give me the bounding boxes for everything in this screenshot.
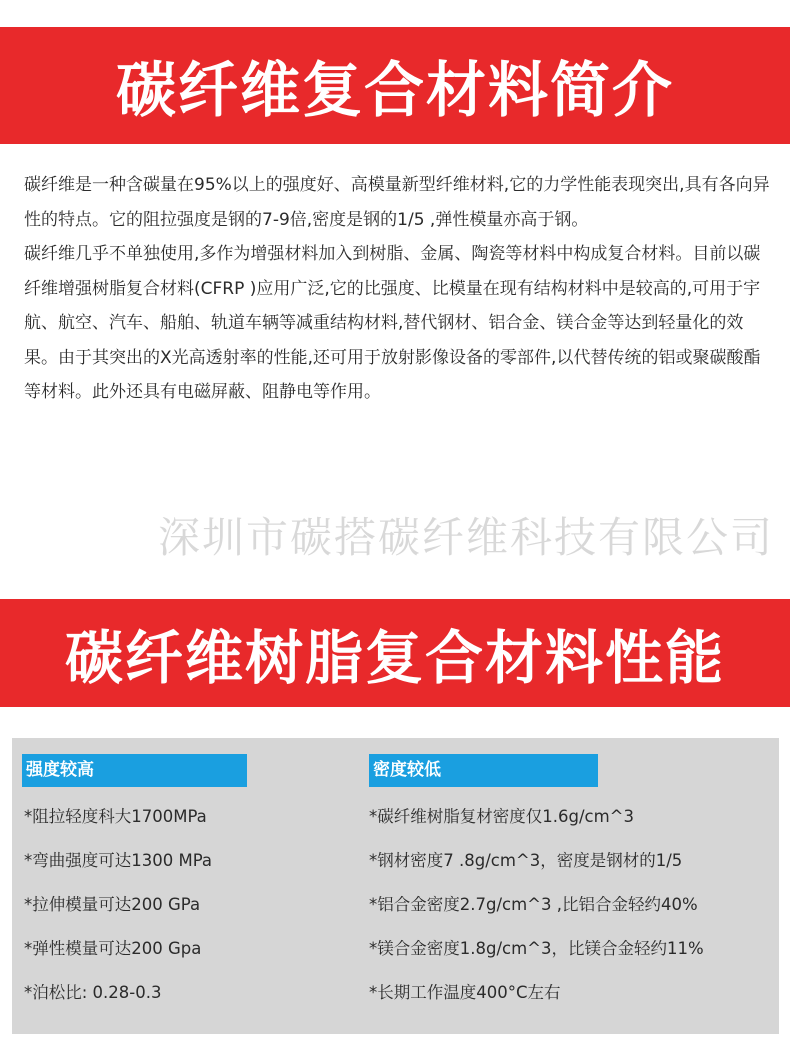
company-watermark: 深圳市碳搭碳纤维科技有限公司 (158, 513, 775, 562)
list-item: *长期工作温度400°C左右 (369, 983, 561, 1002)
list-item: *碳纤维树脂复材密度仅1.6g/cm^3 (369, 807, 634, 826)
list-item: *钢材密度7 .8g/cm^3，密度是钢材的1/5 (369, 851, 683, 870)
strength-header: 强度较高 (22, 754, 247, 787)
list-item: *铝合金密度2.7g/cm^3 ,比铝合金轻约40% (369, 895, 698, 914)
strength-column (22, 754, 247, 1015)
intro-paragraph-2: 碳纤维几乎不单独使用,多作为增强材料加入到树脂、金属、陶瓷等材料中构成复合材料。目前以碳纤维增强树脂复合材料(CFRP )应用广泛,它的比强度、比模量在现有结构材料中是较高的,可用于宇航、航空、汽车、船舶、轨道车辆等减重结构材料,替代钢材、铝合金、镁合金等达到轻量化的效果。由于其突出的X光高透射率的性能,还可用于放射影像设备的零部件,以代替传统的铝或聚碳酸酯等材料。此外还具有电磁屏蔽、阻静电等作用。 (24, 244, 761, 402)
performance-banner (0, 599, 790, 707)
list-item: *拉伸模量可达200 GPa (24, 895, 201, 914)
density-list (369, 795, 704, 1015)
properties-panel (12, 738, 779, 1034)
density-header: 密度较低 (369, 754, 598, 787)
intro-banner (0, 27, 790, 144)
list-item: *弯曲强度可达1300 MPa (24, 851, 213, 870)
performance-title: 碳纤维树脂复合材料性能 (64, 624, 725, 692)
list-item: *弹性模量可达200 Gpa (24, 939, 202, 958)
intro-title: 碳纤维复合材料简介 (116, 55, 674, 126)
list-item: *阻拉轻度科大1700MPa (24, 807, 207, 826)
list-item: *镁合金密度1.8g/cm^3，比镁合金轻约11% (369, 939, 704, 958)
density-column (369, 754, 704, 1015)
intro-paragraph-1: 碳纤维是一种含碳量在95%以上的强度好、高模量新型纤维材料,它的力学性能表现突出,具有各向异性的特点。它的阻拉强度是钢的7-9倍,密度是钢的1/5 ,弹性模量亦高于钢。 (24, 175, 770, 230)
intro-text (24, 168, 772, 410)
list-item: *泊松比: 0.28-0.3 (24, 983, 162, 1002)
strength-list (22, 795, 247, 1015)
